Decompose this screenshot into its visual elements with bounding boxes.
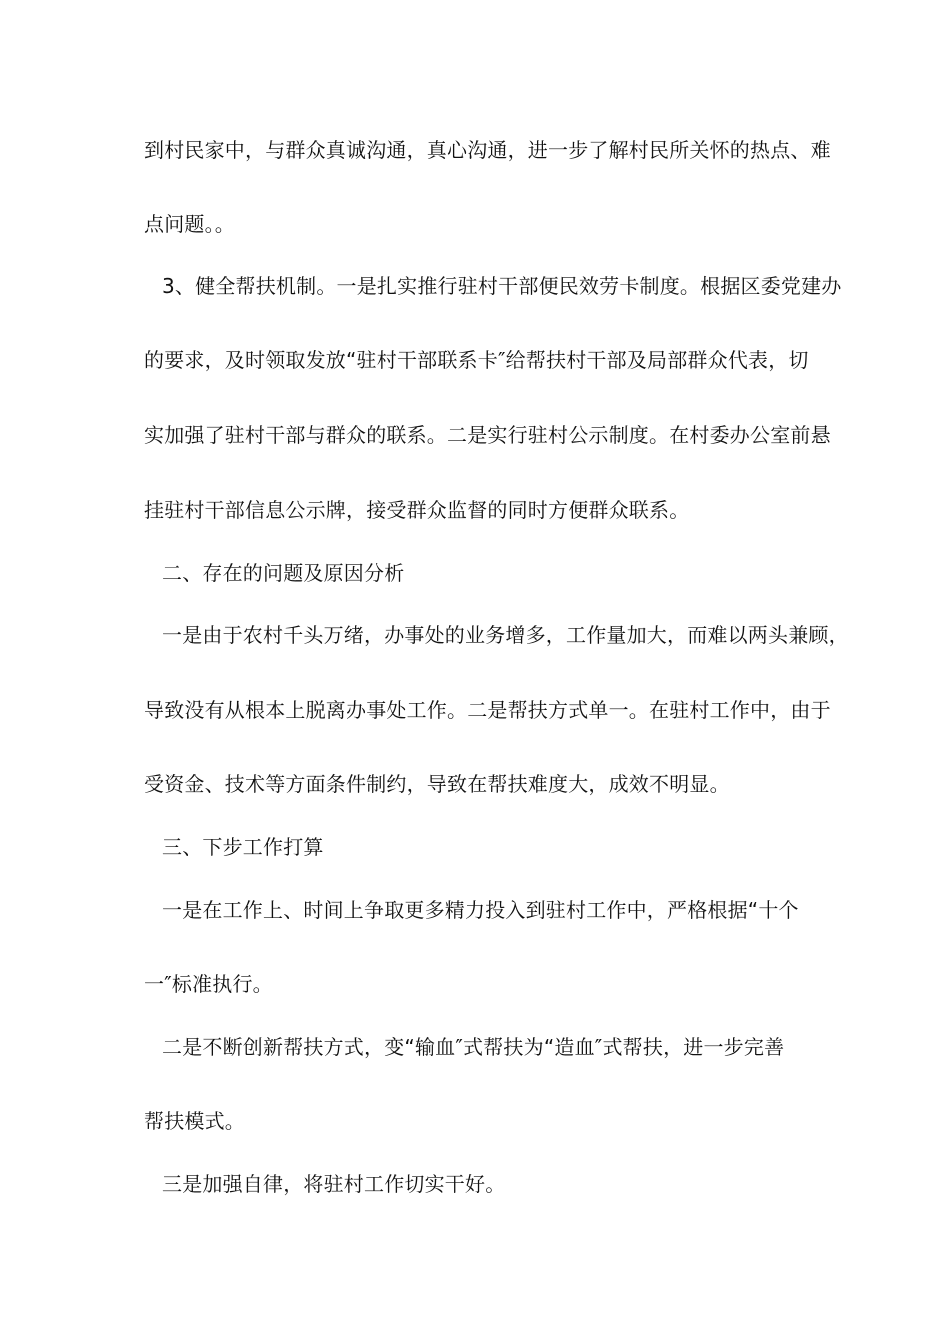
paragraph-line: 一是在工作上、时间上争取更多精力投入到驻村工作中，严格根据“十个 bbox=[162, 898, 799, 922]
section-heading: 三、下步工作打算 bbox=[162, 835, 324, 859]
paragraph-line: 挂驻村干部信息公示牌，接受群众监督的同时方便群众联系。 bbox=[144, 498, 690, 522]
paragraph-line: 实加强了驻村干部与群众的联系。二是实行驻村公示制度。在村委办公室前悬 bbox=[144, 423, 831, 447]
paragraph-line: 一是由于农村千头万绪，办事处的业务增多，工作量加大，而难以两头兼顾， bbox=[162, 623, 849, 647]
paragraph-line: 到村民家中，与群众真诚沟通，真心沟通，进一步了解村民所关怀的热点、难 bbox=[144, 138, 831, 162]
paragraph-line: 一″标准执行。 bbox=[144, 972, 273, 996]
paragraph-line: 帮扶模式。 bbox=[144, 1109, 245, 1133]
paragraph-line: 受资金、技术等方面条件制约，导致在帮扶难度大，成效不明显。 bbox=[144, 772, 730, 796]
paragraph-line: 的要求，及时领取发放“驻村干部联系卡″给帮扶村干部及局部群众代表，切 bbox=[144, 348, 809, 372]
paragraph-line: 二是不断创新帮扶方式，变“输血″式帮扶为“造血″式帮扶，进一步完善 bbox=[162, 1035, 785, 1059]
paragraph-line: 3、健全帮扶机制。一是扎实推行驻村干部便民效劳卡制度。根据区委党建办 bbox=[162, 274, 842, 298]
paragraph-line: 三是加强自律，将驻村工作切实干好。 bbox=[162, 1172, 506, 1196]
section-heading: 二、存在的问题及原因分析 bbox=[162, 561, 405, 585]
paragraph-line: 导致没有从根本上脱离办事处工作。二是帮扶方式单一。在驻村工作中，由于 bbox=[144, 698, 831, 722]
paragraph-line: 点问题。。 bbox=[144, 212, 235, 236]
